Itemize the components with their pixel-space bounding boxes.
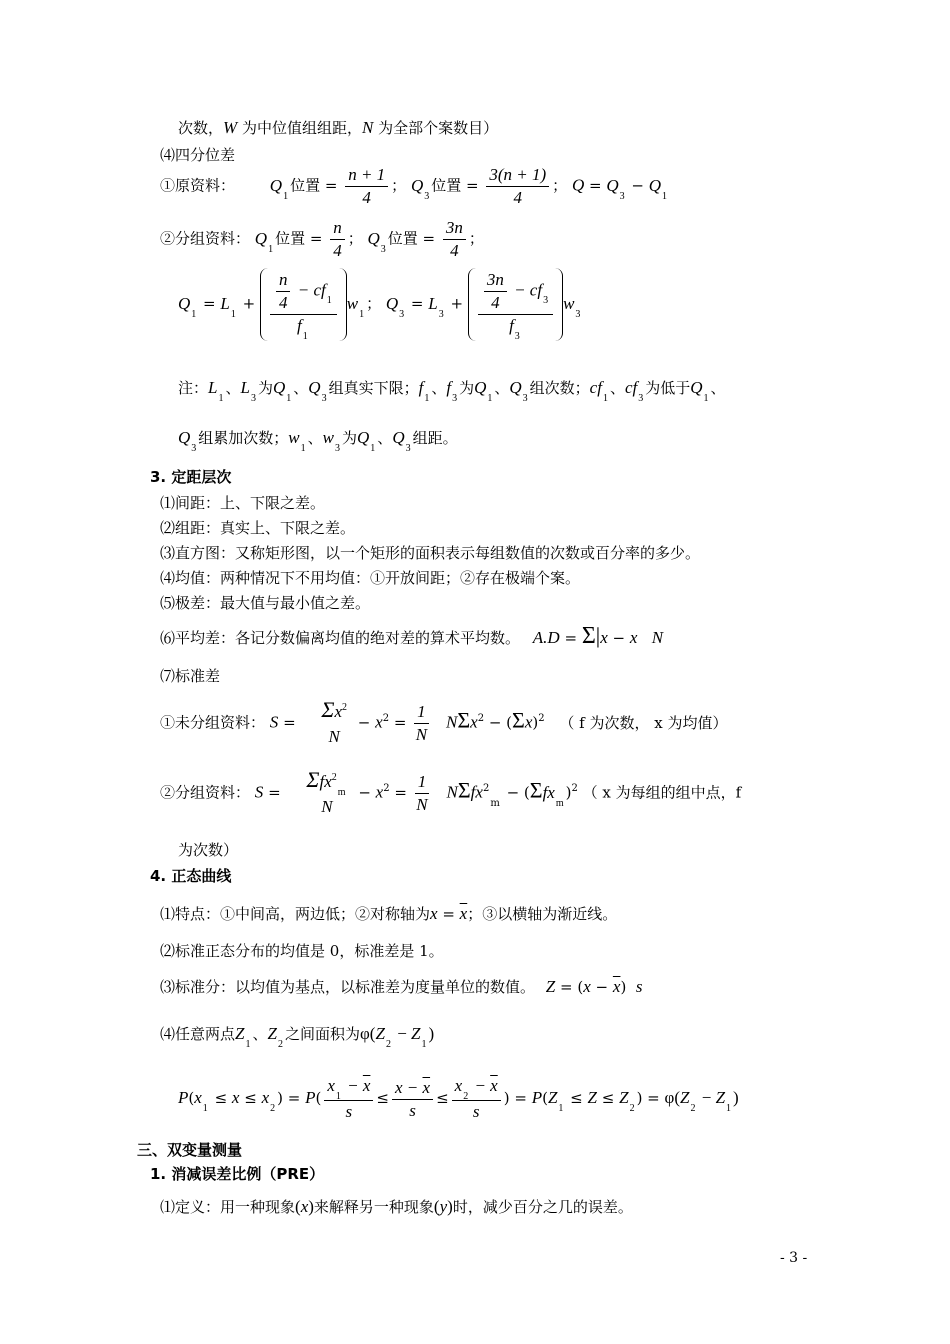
page-number: - 3 -	[780, 1250, 808, 1266]
item-quartile-deviation: ⑷四分位差	[160, 146, 236, 164]
formula-sd-grouped: ②分组资料： S = Σfx$^2_m$ N − $x^2$ = $\frac{1}{N}$ $N\Sigma fx^2_m - (\Sigma fx_m)^2$ （ x 为每组的组中点，f	[160, 767, 742, 816]
formula-grouped-position: ②分组资料： $Q_1$位置 = $\frac{n}{4}$ ； $Q_3$位置 = $\frac{3n}{4}$ ；	[160, 218, 484, 260]
formula-probability: $P(x_1 \le x \le x_2) = P$( $\frac{x_1 - \overline{x}}{s}$ ≤ $\frac{x - \overline{x}}{s}$ ≤ $\frac{x_2 - \overline{x}}{s}$ ) = $P(Z_1 \le Z \le Z_2) = \varphi(Z_2 - Z_1)$	[178, 1076, 739, 1121]
item-group-interval: ⑵组距：真实上、下限之差。	[160, 519, 356, 537]
item-standard-normal: ⑵标准正态分布的均值是 0，标准差是 1。	[160, 942, 444, 960]
heading-bivariate: 三、双变量测量	[137, 1141, 243, 1159]
note-line-1: 注：$L_1$、$L_3$为$Q_1$、$Q_3$组真实下限；$f_1$、$f_3$为$Q_1$、$Q_3$组次数；$cf_1$、$cf_3$为低于$Q_1$、	[178, 378, 726, 404]
section-interval-level: 3. 定距层次	[150, 468, 232, 486]
item-range: ⑸极差：最大值与最小值之差。	[160, 594, 371, 612]
item-histogram: ⑶直方图：又称矩形图，以一个矩形的面积表示每组数值的次数或百分率的多少。	[160, 544, 701, 562]
item-standard-deviation: ⑺标准差	[160, 667, 221, 685]
text-frequency: 为次数）	[178, 841, 239, 859]
item-interval: ⑴间距：上、下限之差。	[160, 494, 326, 512]
formula-raw-data: ①原资料： $Q_1$位置 = $\frac{n + 1}{4}$ ； $Q_3$位置 = $\frac{3(n + 1)}{4}$ ； $Q = Q_3 - Q_1$	[160, 165, 667, 207]
formula-grouped-quartiles: $Q_1 = L_1$ + $\frac{n}{4}$ − $cf_1$ $f_1$ $w_1$； $Q_3 = L_3$ + $\frac{3n}{4}$ − $cf_3$ $f_3$ $w_3$	[178, 270, 581, 342]
note-line-2: $Q_3$组累加次数；$w_1$、$w_3$为$Q_1$、$Q_3$组距。	[178, 428, 458, 454]
formula-sd-raw: ①未分组资料： S = $\Sigma x^2$ N − $x^2$ = $\frac{1}{N}$ $N\Sigma x^2 - (\Sigma x)^2$ （ f 为次数， x 为均值）	[160, 697, 728, 746]
item-area-between-points: ⑷任意两点$Z_1$、$Z_2$之间面积为$\varphi(Z_2 - Z_1)$	[160, 1024, 435, 1050]
item-standard-score: ⑶标准分：以均值为基点，以标准差为度量单位的数值。 $Z = (x - \overline{x})$ s	[160, 977, 643, 996]
item-pre-definition: ⑴定义：用一种现象(x)来解释另一种现象(y)时，减少百分之几的误差。	[160, 1197, 633, 1216]
item-features: ⑴特点：①中间高，两边低；②对称轴为$x = \overline{x}$；③以横轴为渐近线。	[160, 904, 618, 923]
section-normal-curve: 4. 正态曲线	[150, 867, 232, 885]
text-line-1: 次数，W 为中位值组组距，N 为全部个案数目）	[178, 118, 499, 137]
section-pre: 1. 消减误差比例（PRE）	[150, 1165, 325, 1183]
item-mean-deviation: ⑹平均差：各记分数偏离均值的绝对差的算术平均数。 A.D = Σ|x − x N	[160, 623, 664, 649]
item-mean: ⑷均值：两种情况下不用均值：①开放间距；②存在极端个案。	[160, 569, 581, 587]
